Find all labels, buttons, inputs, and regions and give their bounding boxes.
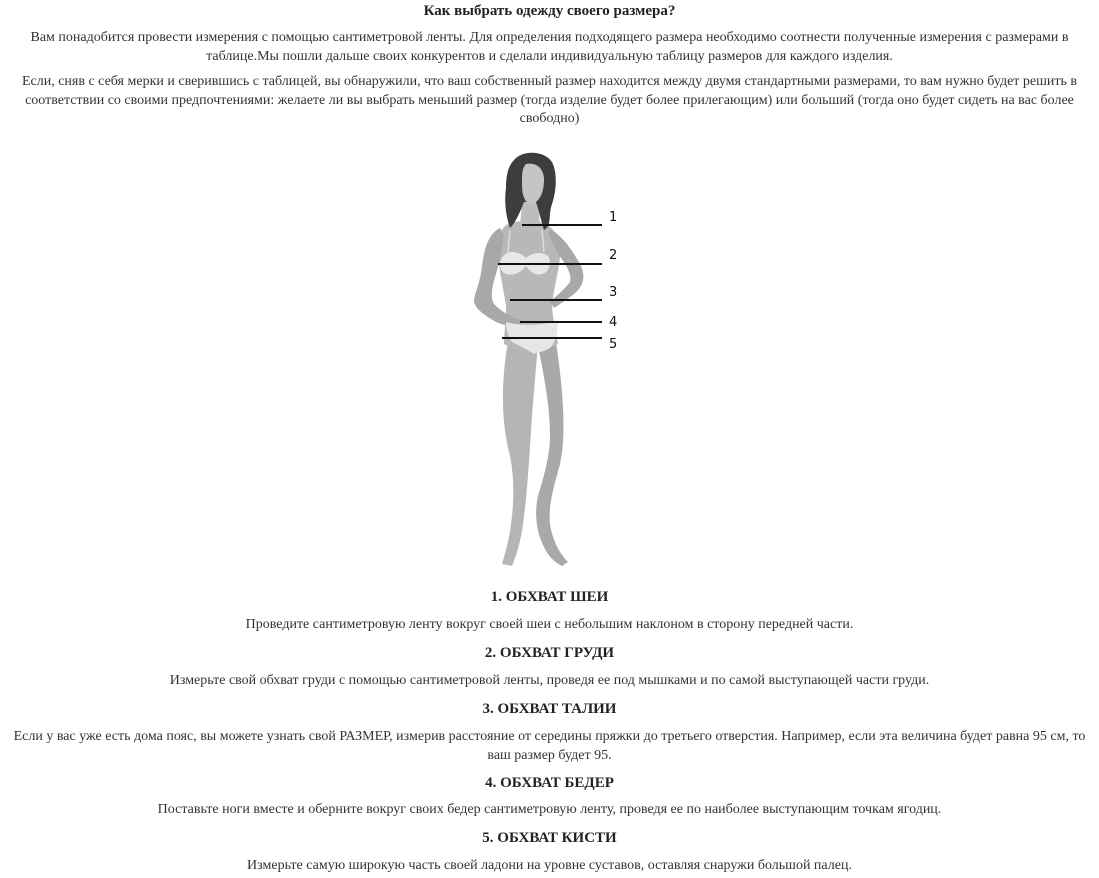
body-measurement-figure (440, 146, 640, 572)
section-title-hips: 4. ОБХВАТ БЕДЕР (485, 775, 614, 791)
section-title-neck: 1. ОБХВАТ ШЕИ (490, 589, 609, 605)
figure-right-leg (536, 342, 568, 566)
section-text-hips: Поставьте ноги вместе и оберните вокруг своих бедер сантиметровую ленту, проведя ее по наиболее выступающим точкам ягодиц. (157, 802, 942, 817)
intro-paragraph-between-sizes: Если, сняв с себя мерки и сверившись с таблицей, вы обнаружили, что ваш собственный размер находится между двумя стандартными размерами, то вам нужно будет решить в соответствии со своими предпочтениями: желаете ли вы выбрать меньший размер (тогда изделие будет более прилегающим) или больший (тогда оно будет сидеть на вас более свободно) (21, 74, 1078, 126)
figure-neck (520, 202, 540, 226)
section-title-wrist: 5. ОБХВАТ КИСТИ (482, 830, 617, 846)
intro-paragraph-measurement: Вам понадобится провести измерения с помощью сантиметровой ленты. Для определения подходящего размера необходимо соотнести полученные измерения с размерами в таблице.Мы пошли дальше своих конкурентов и сделали индивидуальную таблицу размеров для каждого изделия. (30, 30, 1069, 64)
section-title-chest: 2. ОБХВАТ ГРУДИ (484, 645, 615, 661)
section-title-waist: 3. ОБХВАТ ТАЛИИ (482, 701, 617, 717)
page-title: Как выбрать одежду своего размера? (423, 3, 676, 19)
marker-number-3: 3 (609, 285, 618, 300)
section-text-wrist: Измерьте самую широкую часть своей ладони на уровне суставов, оставляя снаружи большой палец. (247, 858, 852, 873)
marker-number-5: 5 (609, 337, 618, 352)
section-text-waist: Если у вас уже есть дома пояс, вы можете узнать свой РАЗМЕР, измерив расстояние от середины пряжки до третьего отверстия. Например, если эта величина будет равна 95 см, то ваш размер будет 95. (13, 729, 1086, 763)
figure-left-leg (502, 342, 538, 566)
woman-silhouette-illustration (440, 146, 640, 572)
marker-number-4: 4 (609, 315, 618, 330)
marker-number-2: 2 (609, 248, 618, 263)
section-text-neck: Проведите сантиметровую ленту вокруг своей шеи с небольшим наклоном в сторону передней части. (245, 617, 854, 632)
marker-number-1: 1 (609, 210, 618, 225)
section-text-chest: Измерьте свой обхват груди с помощью сантиметровой ленты, проведя ее под мышками и по самой выступающей части груди. (169, 673, 930, 688)
